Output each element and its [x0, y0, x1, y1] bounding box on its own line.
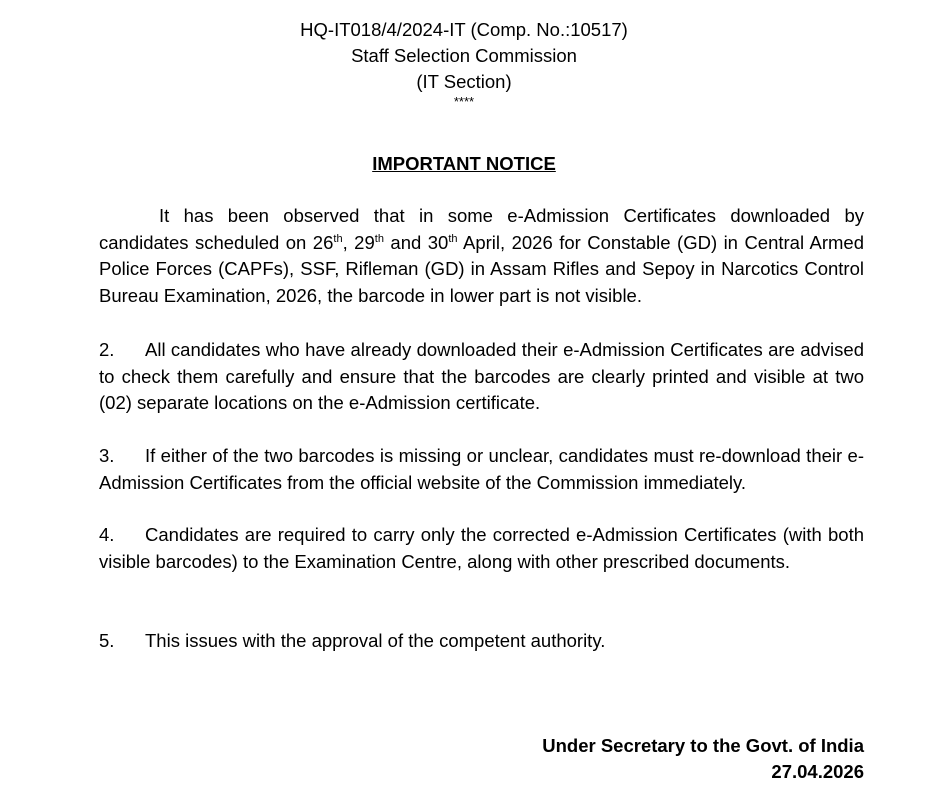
header-separator: ****: [453, 94, 475, 109]
paragraph-1-text-a: It has been observed that in some e-Admission Certificates downloaded by candidates scheduled on 26: [99, 205, 864, 253]
notice-title: IMPORTANT NOTICE: [372, 153, 556, 174]
signatory-designation: Under Secretary to the Govt. of India: [542, 735, 864, 756]
paragraph-number: 4.: [99, 524, 115, 545]
ordinal-suffix: th: [333, 232, 343, 245]
section-name: (IT Section): [416, 71, 512, 92]
paragraph-number: 2.: [99, 339, 115, 360]
paragraph-3: [99, 443, 864, 496]
ordinal-suffix: th: [374, 232, 384, 245]
reference-number: HQ-IT018/4/2024-IT (Comp. No.:10517): [300, 19, 628, 40]
organization-name: Staff Selection Commission: [351, 45, 577, 66]
notice-date: 27.04.2026: [771, 761, 864, 782]
document-header: [0, 17, 928, 109]
paragraph-1-text-c: and 30: [383, 231, 449, 253]
paragraph-number: 5.: [99, 630, 115, 651]
paragraph-1-text-b: , 29: [342, 231, 375, 253]
paragraph-2-text: All candidates who have already downloaded their e-Admission Certificates are advised to check them carefully and ensure that the barcodes are clearly printed and visible at two (02) separate locations on the e-Admission certificate.: [99, 339, 864, 413]
paragraph-1-text-d: April, 2026 for Constable (GD) in Central Armed Police Forces (CAPFs), SSF, Rifleman (GD) in Assam Rifles and Sepoy in Narcotics Control Bureau Examination, 2026, the barcode in lower part is not visible.: [99, 231, 865, 306]
paragraph-4-text: Candidates are required to carry only the corrected e-Admission Certificates (with both visible barcodes) to the Examination Centre, along with other prescribed documents.: [99, 524, 864, 572]
paragraph-4: [99, 522, 864, 575]
ordinal-suffix: th: [448, 232, 458, 245]
paragraph-5-text: This issues with the approval of the competent authority.: [145, 630, 606, 651]
paragraph-5: [99, 628, 864, 655]
paragraph-1: [99, 203, 864, 309]
signature-block: [542, 733, 864, 785]
paragraph-number: 3.: [99, 445, 115, 466]
paragraph-3-text: If either of the two barcodes is missing or unclear, candidates must re-download their e-Admission Certificates from the official website of the Commission immediately.: [99, 445, 864, 493]
paragraph-2: [99, 337, 864, 417]
